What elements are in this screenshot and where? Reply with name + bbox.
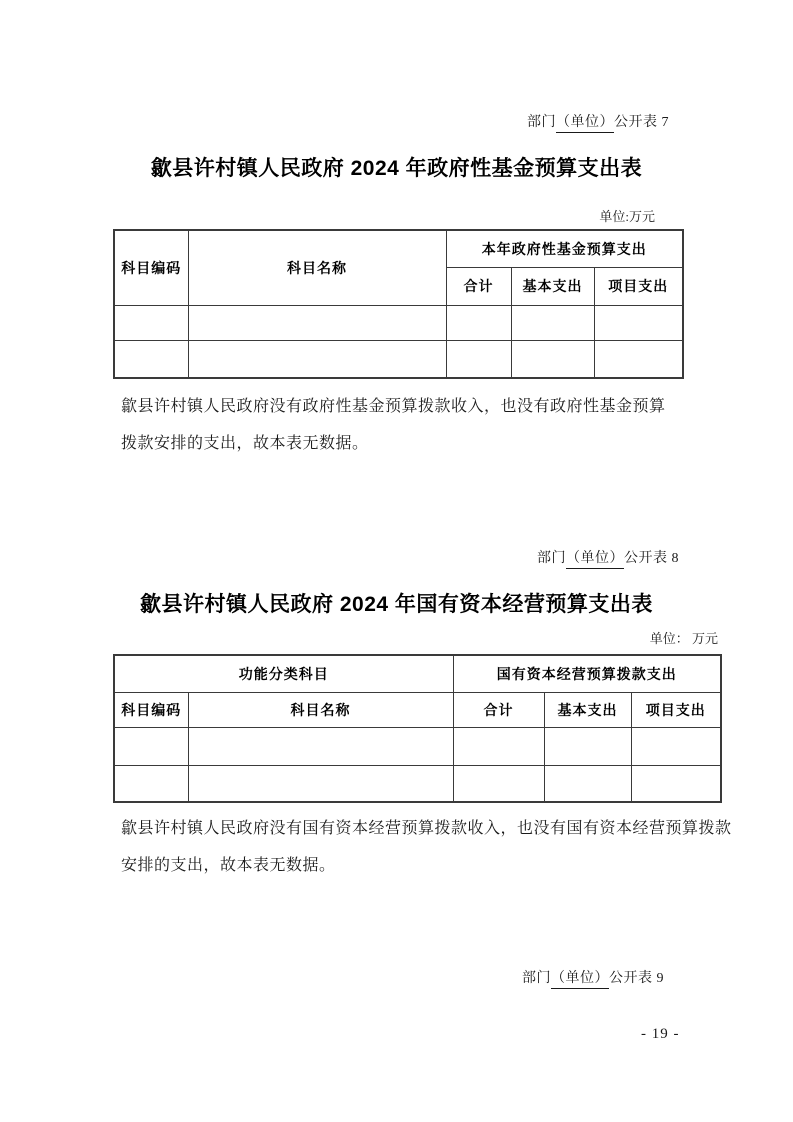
fund-unit-label: 单位:万元 <box>599 209 655 224</box>
capital-col-basic: 基本支出 <box>544 692 631 727</box>
capital-table-title: 歙县许村镇人民政府 2024 年国有资本经营预算支出表 <box>140 593 653 616</box>
capital-group-right: 国有资本经营预算拨款支出 <box>453 655 721 692</box>
capital-budget-table <box>113 654 722 803</box>
fund-table-title: 歙县许村镇人民政府 2024 年政府性基金预算支出表 <box>150 157 643 180</box>
header-note-table7 <box>527 111 669 131</box>
header-note-suffix: 公开表 7 <box>614 115 669 130</box>
header-note-unit: （单位） <box>566 551 624 569</box>
fund-note-line: 歙县许村镇人民政府没有政府性基金预算拨款收入，也没有政府性基金预算 <box>121 398 666 415</box>
fund-note-line: 拨款安排的支出，故本表无数据。 <box>121 435 369 452</box>
empty-cell <box>188 765 453 802</box>
empty-cell <box>453 727 544 765</box>
capital-unit-label: 单位： 万元 <box>649 631 718 646</box>
empty-cell <box>114 305 188 340</box>
fund-col-subject-code: 科目编码 <box>114 230 188 305</box>
capital-col-subject-name: 科目名称 <box>188 692 453 727</box>
empty-cell <box>544 727 631 765</box>
fund-col-total: 合计 <box>446 267 511 305</box>
capital-col-subject-code: 科目编码 <box>114 692 188 727</box>
empty-cell <box>188 340 446 378</box>
empty-cell <box>594 305 683 340</box>
empty-cell <box>631 765 721 802</box>
fund-col-subject-name: 科目名称 <box>188 230 446 305</box>
header-note-table8 <box>537 547 679 567</box>
header-note-suffix: 公开表 9 <box>609 971 664 986</box>
header-note-prefix: 部门 <box>537 551 566 566</box>
fund-col-basic: 基本支出 <box>511 267 594 305</box>
header-note-unit: （单位） <box>551 971 609 989</box>
capital-col-total: 合计 <box>453 692 544 727</box>
capital-empty-row <box>114 765 721 802</box>
empty-cell <box>544 765 631 802</box>
empty-cell <box>453 765 544 802</box>
fund-budget-table <box>113 229 684 379</box>
capital-empty-row <box>114 727 721 765</box>
capital-note-line: 歙县许村镇人民政府没有国有资本经营预算拨款收入，也没有国有资本经营预算拨款 <box>121 820 732 837</box>
empty-cell <box>446 305 511 340</box>
empty-cell <box>114 727 188 765</box>
capital-note-line: 安排的支出，故本表无数据。 <box>121 857 336 874</box>
empty-cell <box>114 340 188 378</box>
fund-empty-row <box>114 340 683 378</box>
empty-cell <box>631 727 721 765</box>
empty-cell <box>594 340 683 378</box>
fund-col-project: 项目支出 <box>594 267 683 305</box>
header-note-prefix: 部门 <box>522 971 551 986</box>
fund-empty-row <box>114 305 683 340</box>
page-number: - 19 - <box>641 1026 680 1042</box>
empty-cell <box>511 305 594 340</box>
fund-note-paragraph <box>121 388 666 462</box>
empty-cell <box>114 765 188 802</box>
capital-col-project: 项目支出 <box>631 692 721 727</box>
fund-group-header: 本年政府性基金预算支出 <box>446 230 683 267</box>
header-note-suffix: 公开表 8 <box>624 551 679 566</box>
empty-cell <box>188 305 446 340</box>
empty-cell <box>511 340 594 378</box>
header-note-prefix: 部门 <box>527 115 556 130</box>
capital-note-paragraph <box>121 810 732 884</box>
empty-cell <box>188 727 453 765</box>
empty-cell <box>446 340 511 378</box>
header-note-unit: （单位） <box>556 115 614 133</box>
header-note-table9 <box>522 967 664 987</box>
capital-group-left: 功能分类科目 <box>114 655 453 692</box>
